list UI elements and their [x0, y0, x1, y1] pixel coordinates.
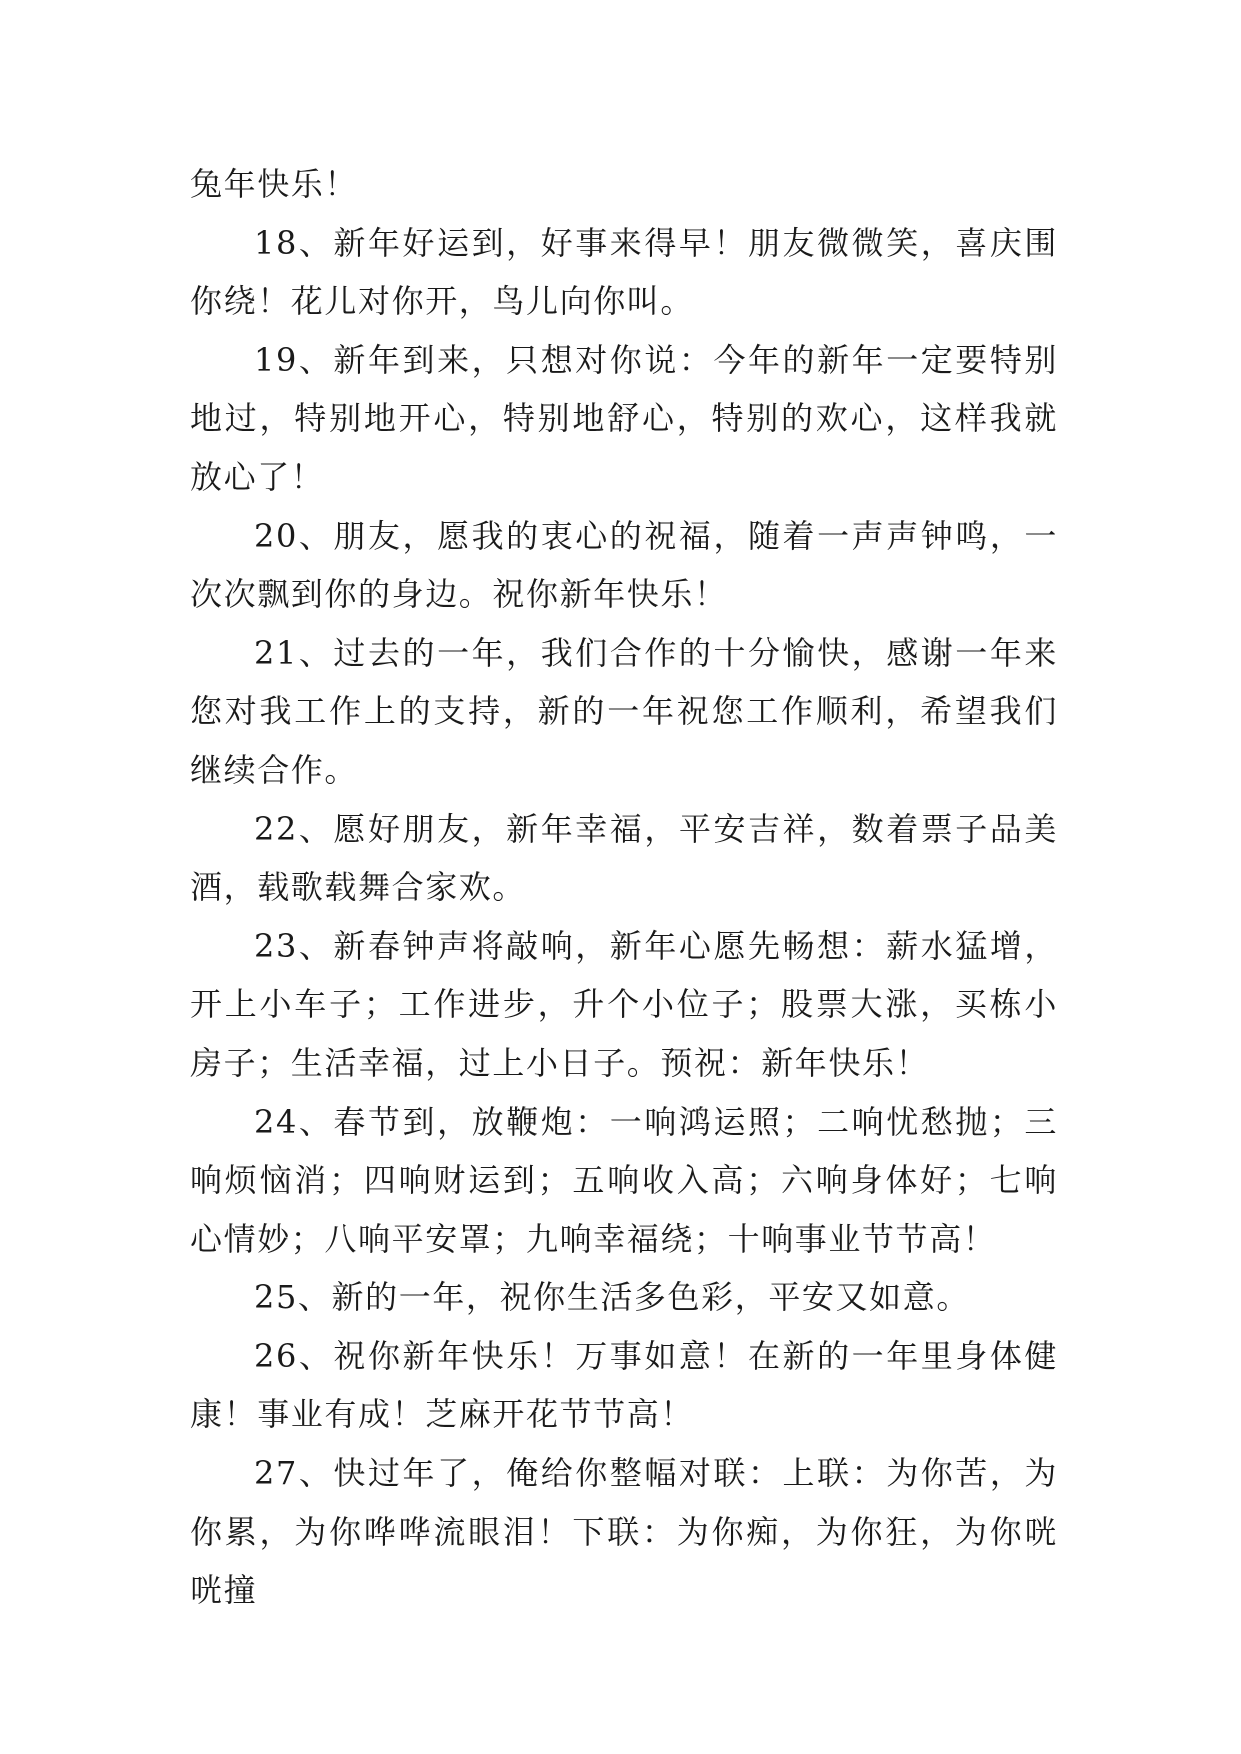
paragraph-19: 19、新年到来，只想对你说：今年的新年一定要特别地过，特别地开心，特别地舒心，特别的欢心，这样我就放心了！ — [190, 340, 1058, 496]
document-body — [190, 155, 1058, 1620]
paragraph-20: 20、朋友，愿我的衷心的祝福，随着一声声钟鸣，一次次飘到你的身边。祝你新年快乐！ — [190, 516, 1058, 614]
paragraph-25: 25、新的一年，祝你生活多色彩，平安又如意。 — [254, 1278, 970, 1317]
paragraph-21: 21、过去的一年，我们合作的十分愉快，感谢一年来您对我工作上的支持，新的一年祝您工作顺利，希望我们继续合作。 — [190, 633, 1058, 789]
paragraph-18: 18、新年好运到，好事来得早！朋友微微笑，喜庆围你绕！花儿对你开，鸟儿向你叫。 — [190, 223, 1058, 321]
paragraph-continuation: 兔年快乐！ — [190, 165, 359, 203]
paragraph-27: 27、快过年了，俺给你整幅对联：上联：为你苦，为你累，为你哗哗流眼泪！下联：为你痴，为你狂，为你咣咣撞 — [190, 1454, 1058, 1610]
paragraph-24: 24、春节到，放鞭炮：一响鸿运照；二响忧愁抛；三响烦恼消；四响财运到；五响收入高；六响身体好；七响心情妙；八响平安罩；九响幸福绕；十响事业节节高！ — [190, 1102, 1058, 1258]
paragraph-26: 26、祝你新年快乐！万事如意！在新的一年里身体健康！事业有成！芝麻开花节节高！ — [190, 1336, 1058, 1434]
paragraph-23: 23、新春钟声将敲响，新年心愿先畅想：薪水猛增，开上小车子；工作进步，升个小位子；股票大涨，买栋小房子；生活幸福，过上小日子。预祝：新年快乐！ — [190, 926, 1058, 1082]
paragraph-22: 22、愿好朋友，新年幸福，平安吉祥，数着票子品美酒，载歌载舞合家欢。 — [190, 809, 1058, 907]
